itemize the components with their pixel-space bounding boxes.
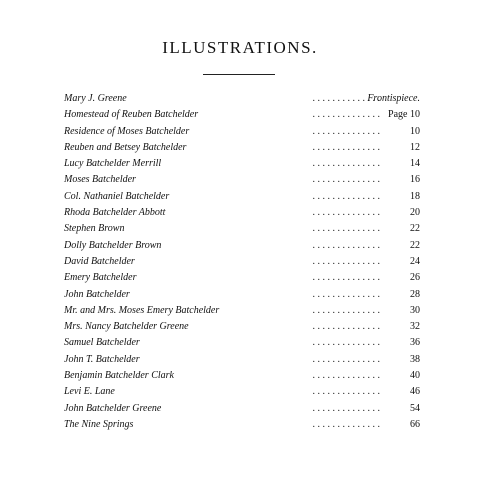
list-item — [64, 368, 422, 384]
page-number: Page 10 — [388, 109, 420, 121]
dot-leader: . . . . . . . . . . . . . . — [312, 125, 380, 137]
illustration-title: Mary J. Greene — [64, 91, 127, 107]
list-item — [64, 91, 422, 107]
list-item — [64, 417, 422, 433]
illustration-title: The Nine Springs — [64, 417, 133, 433]
dot-leader: . . . . . . . . . . . . . . — [312, 386, 380, 398]
page-number: 28 — [410, 288, 420, 300]
illustration-title: Mr. and Mrs. Moses Emery Batchelder — [64, 303, 219, 319]
illustration-title: Moses Batchelder — [64, 172, 136, 188]
page-number: 12 — [410, 141, 420, 153]
dot-leader: . . . . . . . . . . . . . . — [312, 190, 380, 202]
list-item — [64, 140, 422, 156]
illustration-title: Reuben and Betsey Batchelder — [64, 140, 186, 156]
list-item — [64, 238, 422, 254]
illustration-title: Samuel Batchelder — [64, 335, 140, 351]
dot-leader: . . . . . . . . . . . . . . — [312, 272, 380, 284]
page-number: 22 — [410, 239, 420, 251]
page-number: 36 — [410, 337, 420, 349]
list-item — [64, 384, 422, 400]
list-item — [64, 401, 422, 417]
list-item — [64, 189, 422, 205]
list-item — [64, 205, 422, 221]
illustrations-list — [64, 91, 422, 433]
dot-leader: . . . . . . . . . . . . . . — [312, 288, 380, 300]
illustration-title: Rhoda Batchelder Abbott — [64, 205, 165, 221]
illustration-title: Stephen Brown — [64, 221, 124, 237]
dot-leader: . . . . . . . . . . . . . . — [312, 207, 380, 219]
page-number: 54 — [410, 402, 420, 414]
dot-leader: . . . . . . . . . . . . . . — [312, 109, 380, 121]
page-number: 14 — [410, 158, 420, 170]
list-item — [64, 172, 422, 188]
illustration-title: Dolly Batchelder Brown — [64, 238, 161, 254]
page-number: 40 — [410, 370, 420, 382]
list-item — [64, 352, 422, 368]
dot-leader: . . . . . . . . . . . . . . — [312, 304, 380, 316]
page-number: 30 — [410, 304, 420, 316]
page-number: 32 — [410, 321, 420, 333]
page-number: 66 — [410, 418, 420, 430]
page-number: 22 — [410, 223, 420, 235]
illustration-title: John Batchelder Greene — [64, 401, 161, 417]
list-item — [64, 270, 422, 286]
page-number: 18 — [410, 190, 420, 202]
list-item — [64, 254, 422, 270]
dot-leader: . . . . . . . . . . . . . . — [312, 141, 380, 153]
page-number: 46 — [410, 386, 420, 398]
dot-leader: . . . . . . . . . . . . . . — [312, 158, 380, 170]
page-title: ILLUSTRATIONS. — [162, 38, 318, 57]
list-item — [64, 335, 422, 351]
illustration-title: David Batchelder — [64, 254, 135, 270]
illustration-title: Col. Nathaniel Batchelder — [64, 189, 169, 205]
dot-leader: . . . . . . . . . . . . . . — [312, 321, 380, 333]
dot-leader: . . . . . . . . . . . . . . — [312, 337, 380, 349]
list-item — [64, 156, 422, 172]
page-number: 16 — [410, 174, 420, 186]
dot-leader: . . . . . . . . . . . . . . — [312, 174, 380, 186]
illustration-title: Lucy Batchelder Merrill — [64, 156, 161, 172]
illustration-title: Homestead of Reuben Batchelder — [64, 107, 198, 123]
dot-leader: . . . . . . . . . . . . . . — [312, 223, 380, 235]
list-item — [64, 287, 422, 303]
list-item — [64, 303, 422, 319]
list-item — [64, 107, 422, 123]
dot-leader: . . . . . . . . . . . . . . — [312, 353, 380, 365]
list-item — [64, 319, 422, 335]
illustration-title: Mrs. Nancy Batchelder Greene — [64, 319, 189, 335]
dot-leader: . . . . . . . . . . . . . . — [312, 93, 380, 104]
dot-leader: . . . . . . . . . . . . . . — [312, 239, 380, 251]
dot-leader: . . . . . . . . . . . . . . — [312, 418, 380, 430]
dot-leader: . . . . . . . . . . . . . . — [312, 402, 380, 414]
page-number: 38 — [410, 353, 420, 365]
illustration-title: Levi E. Lane — [64, 384, 115, 400]
page-number: 20 — [410, 207, 420, 219]
page-number: 24 — [410, 255, 420, 267]
illustration-title: John Batchelder — [64, 287, 130, 303]
page-number: 26 — [410, 272, 420, 284]
list-item — [64, 124, 422, 140]
page-number: Frontispiece. — [367, 93, 420, 104]
page-number: 10 — [410, 125, 420, 137]
illustration-title: John T. Batchelder — [64, 352, 140, 368]
list-item — [64, 221, 422, 237]
illustration-title: Residence of Moses Batchelder — [64, 124, 189, 140]
dot-leader: . . . . . . . . . . . . . . — [312, 255, 380, 267]
title-divider — [203, 74, 275, 75]
illustration-title: Benjamin Batchelder Clark — [64, 368, 174, 384]
dot-leader: . . . . . . . . . . . . . . — [312, 370, 380, 382]
illustration-title: Emery Batchelder — [64, 270, 136, 286]
